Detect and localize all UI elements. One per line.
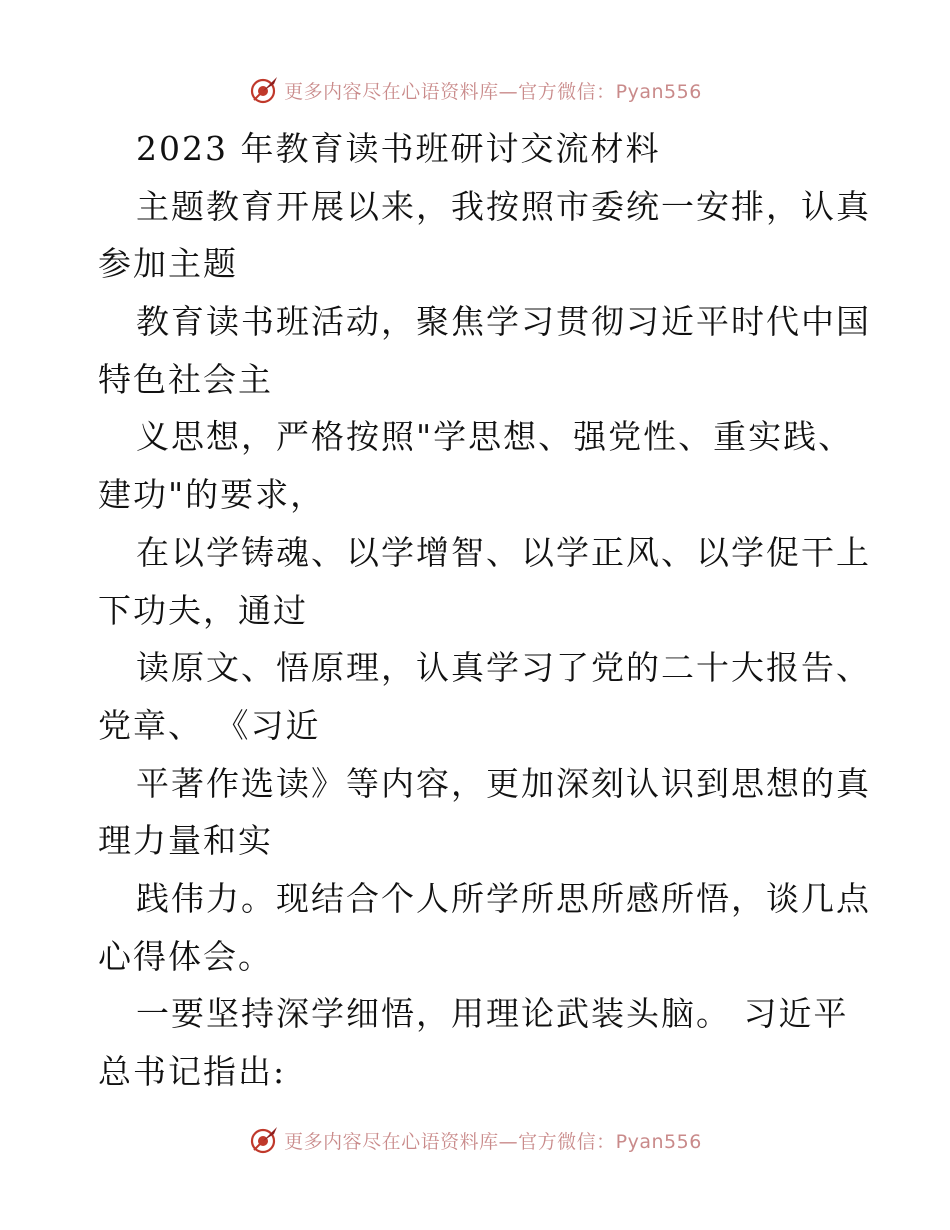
paragraph-line: 主题教育开展以来，我按照市委统一安排，认真	[136, 186, 871, 226]
paragraph-line: 义思想，严格按照"学思想、强党性、重实践、	[136, 417, 854, 457]
quill-pen-logo-icon	[248, 1124, 280, 1156]
paragraph-line: 教育读书班活动，聚焦学习贯彻习近平时代中国	[136, 302, 871, 342]
paragraph-line: 特色社会主	[98, 359, 273, 399]
header-watermark-text: 更多内容尽在心语资料库—官方微信：Pyan556	[284, 80, 702, 103]
paragraph-line: 一要坚持深学细悟，用理论武装头脑。 习近平	[136, 994, 849, 1034]
paragraph-line: 下功夫，通过	[98, 590, 308, 630]
paragraph-line: 总书记指出:	[98, 1052, 287, 1091]
quill-pen-logo-icon	[248, 74, 280, 106]
paragraph-line: 践伟力。现结合个人所学所思所感所悟，谈几点	[136, 878, 871, 918]
paragraph-line: 参加主题	[98, 244, 238, 284]
paragraph-line: 在以学铸魂、以学增智、以学正风、以学促干上	[136, 532, 871, 572]
footer-watermark-text: 更多内容尽在心语资料库—官方微信：Pyan556	[284, 1130, 702, 1153]
paragraph-line: 党章、 《习近	[98, 705, 321, 745]
paragraph-line: 理力量和实	[98, 821, 273, 861]
paragraph-line: 建功"的要求，	[98, 475, 326, 515]
footer-watermark-banner	[0, 1120, 950, 1160]
paragraph-line: 读原文、悟原理，认真学习了党的二十大报告、	[136, 648, 871, 688]
document-title: 2023 年教育读书班研讨交流材料	[136, 129, 661, 168]
header-watermark-banner	[0, 70, 950, 110]
paragraph-line: 心得体会。	[98, 936, 273, 976]
paragraph-line: 平著作选读》等内容，更加深刻认识到思想的真	[136, 763, 871, 803]
document-body	[98, 120, 871, 1101]
